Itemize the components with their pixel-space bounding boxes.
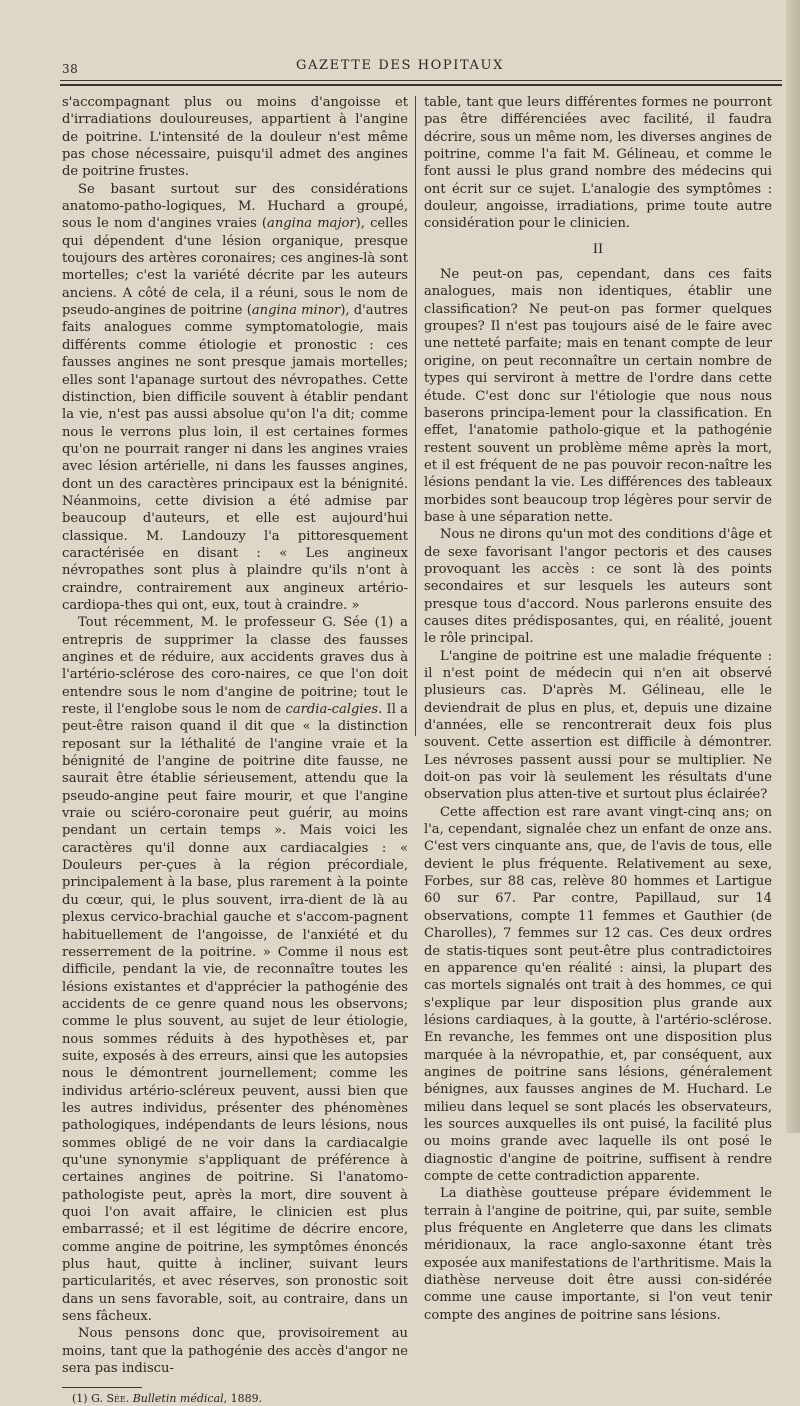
italic-term: angina major [267,216,356,232]
text-run: . [125,1392,133,1406]
right-paragraph-4: L'angine de poitrine est une maladie fréquente : il n'est point de médecin qui n'en ait observé plusieurs cas. D'après M. Gélineau, elle le deviendrait de plus en plus, et, depuis une dizaine d'années, elle se rencontrerait deux fois plus souvent. Cette assertion est difficile à démontrer. Les névroses passent aussi pour se multiplier. Ne doit-on pas voir là seulement les résultats d'une observation plus atten-tive et surtout plus éclairée? [424,648,772,803]
right-paragraph-2: Ne peut-on pas, cependant, dans ces faits analogues, mais non identiques, établir une classification? Ne peut-on pas former quelques groupes? Il n'est pas toujours aisé de le faire avec une netteté parfaite; mais en tenant compte de leur origine, on peut reconnaître un certain nombre de types qui serviront à mettre de l'ordre dans cette étude. C'est donc sur l'étiologie que nous nous baserons principa-lement pour la classification. En effet, l'anatomie patholo-gique et la pathogénie restent souvent un problème même après la mort, et il est fréquent de ne pas pouvoir recon-naître les lésions pendant la vie. Les différences des tableaux morbides sont beaucoup trop légères pour servir de base à une séparation nette. [424,267,772,525]
right-paragraph-5: Cette affection est rare avant vingt-cinq ans; on l'a, cependant, signalée chez un enfant de onze ans. C'est vers cinquante ans, que, de l'avis de tous, elle devient le plus fréquente. Relativement au sexe, Forbes, sur 88 cas, relève 80 hommes et Lartigue 60 sur 67. Par contre, Papillaud, sur 14 observations, compte 11 femmes et Gauthier (de Charolles), 7 femmes sur 12 cas. Ces deux ordres de statis-tiques sont peut-être plus contradictoires en apparence qu'en réalité : ainsi, la plupart des cas mortels signalés ont trait à des hommes, ce qui s'explique par leur disposition plus grande aux lésions cardiaques, à la goutte, à l'artério-sclérose. En revanche, les femmes ont une disposition plus marquée à la névropathie, et, par conséquent, aux angines de poitrine sans lésions, généralement bénignes, aux fausses angines de M. Huchard. Le milieu dans lequel se sont placés les observateurs, les sources auxquelles ils ont puisé, la facilité plus ou moins grande avec laquelle ils ont posé le diagnostic d'angine de poitrine, suffisent à rendre compte de cette contradiction apparente. [424,804,772,1184]
left-column [62,94,408,1406]
right-paragraph-1: table, tant que leurs différentes formes ne pourront pas être différenciées avec facilité, il faudra décrire, sous un même nom, les diverses angines de poitrine, comme l'a fait M. Gélineau, et comme le font aussi le plus grand nombre des médecins qui ont écrit sur ce sujet. L'analogie des symptômes : douleur, angoisse, irradiations, prime toute autre considération pour le clinicien. [424,95,772,232]
running-head: GAZETTE DES HOPITAUX [296,58,504,73]
italic-term: angina minor [251,303,341,319]
right-paragraph-3: Nous ne dirons qu'un mot des conditions d'âge et de sexe favorisant l'angor pectoris et des causes provoquant les accès : ce sont là des points secondaires et sur lesquels les auteurs sont presque tous d'accord. Nous parlerons ensuite des causes dites prédisposantes, qui, en réalité, jouent le rôle principal. [424,527,772,647]
right-paragraph-6: La diathèse goutteuse prépare évidemment le terrain à l'angine de poitrine, qui, par suite, semble plus fréquente en Angleterre que dans les climats méridionaux, la race anglo-saxonne étant très exposée aux manifestations de l'arthritisme. Mais la diathèse nerveuse doit être aussi con-sidérée comme une cause importante, si l'on veut tenir compte des angines de poitrine sans lésions. [424,1186,772,1323]
left-paragraph-3 [62,614,408,1325]
column-divider [415,96,416,736]
left-paragraph-2 [62,181,408,615]
text-run: (1) G. [72,1392,107,1406]
text-run: Se basant surtout sur des considérations anatomo-patho-logiques, M. Huchard a groupé, sous le nom d'angines vraies ( [62,181,408,232]
footnote-rule [62,1387,142,1388]
author-name: Sée [106,1392,126,1406]
header-rule-thick [60,84,782,86]
text-run: , 1889. [223,1392,263,1406]
page-number: 38 [62,62,79,76]
text-run: ), d'autres faits analogues comme symptomatologie, mais différents comme étiologie et pronostic : ces fausses angines ne sont presque jamais mortelles; elles sont l'apanage surtout des névropathes. Cette distinction, bien difficile souvent à établir pendant la vie, n'est pas aussi absolue qu'on l'a dit; comme nous le verrons plus loin, il est certaines formes qu'on ne pourrait ranger ni dans les angines vraies avec lésion artérielle, ni dans les fausses angines, dont un des caractères principaux est la bénignité. Néanmoins, cette division a été admise par beaucoup d'auteurs, et elle est aujourd'hui classique. M. Landouzy l'a pittoresquement caractérisée en disant : « Les angineux névropathes sont plus à plaindre qu'ils n'ont à craindre, contrairement aux angineux artério-cardiopa-thes qui ont, eux, tout à craindre. » [62,303,408,613]
page-edge-shadow [786,0,800,1133]
left-paragraph-1: s'accompagnant plus ou moins d'angoisse et d'irradiations douloureuses, appartient à l'angine de poitrine. L'intensité de la douleur n'est même pas chose nécessaire, puisqu'il admet des angines de poitrine frustes. [62,95,408,180]
text-run: . Il a peut-être raison quand il dit que « la distinction reposant sur la léthalité de l'angine vraie et la bénignité de l'angine de poitrine dite fausse, ne saurait être établie sérieusement, attendu que la pseudo-angine peut faire mourir, et que l'angine vraie ou sciéro-coronaire peut guérir, au moins pendant un certain temps ». Mais voici les caractères qu'il donne aux cardiacalgies : « Douleurs per-çues à la région précordiale, principalement à la base, plus rarement à la pointe du cœur, qui, le plus souvent, irra-dient de là au plexus cervico-brachial gauche et s'accom-pagnent habituellement de l'angoisse, de l'anxiété et du resserrement de la poitrine. » Comme il nous est difficile, pendant la vie, de reconnaître toutes les lésions existantes et d'apprécier la pathogénie des accidents de ce genre quand nous les observons; comme le plus souvent, au sujet de leur étiologie, nous sommes réduits à des hypothèses et, par suite, exposés à des erreurs, ainsi que les autopsies nous le démontrent journellement; comme les individus artério-scléreux peuvent, aussi bien que les autres individus, présenter des phénomènes pathologiques, indépendants de leurs lésions, nous sommes obligé de ne voir dans la cardiacalgie qu'une synonymie s'appliquant de préférence à certaines angines de poitrine. Si l'anatomo-pathologiste peut, après la mort, dire souvent à quoi l'on avait affaire, le clinicien est plus embarrassé; et il est légitime de décrire encore, comme angine de poitrine, les symptômes énoncés plus haut, quitte à incliner, suivant leurs particularités, et avec réserves, son pronostic soit dans un sens favorable, soit, au contraire, dans un sens fâcheux. [62,702,408,1325]
italic-term: cardia-calgies [285,702,379,718]
journal-title: Bulletin médical [132,1392,224,1406]
header-rule-thin [60,80,782,81]
right-column [424,94,772,1324]
left-paragraph-4: Nous pensons donc que, provisoirement au moins, tant que la pathogénie des accès d'angor ne sera pas indiscu- [62,1326,408,1377]
section-numeral: II [592,241,604,257]
text-run: ), celles qui dépendent d'une lésion organique, presque toujours des artères coronaires; ces angines-là sont mortelles; c'est la variété décrite par les auteurs anciens. A côté de cela, il a réuni, sous le nom de pseudo-angines de poitrine ( [62,216,409,319]
footnote [62,1392,408,1406]
text-run: Tout récemment, M. le professeur G. Sée (1) a entrepris de supprimer la classe des fausses angines et de réduire, aux accidents graves dus à l'artério-sclérose des coro-naires, ce que l'on doit entendre sous le nom d'angine de poitrine; tout le reste, il l'englobe sous le nom de [62,615,408,718]
